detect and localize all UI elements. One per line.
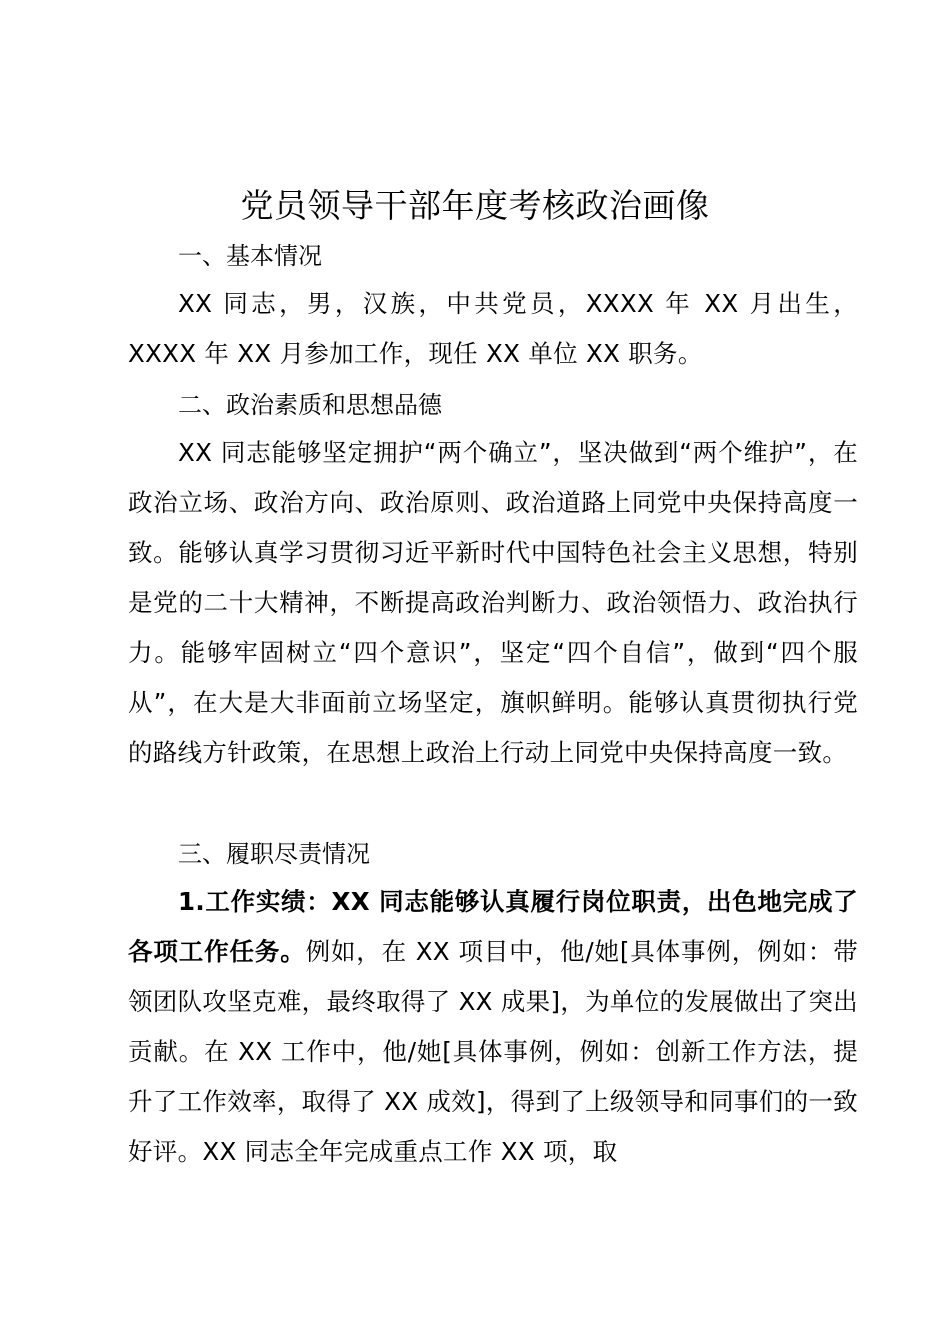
basic-info-paragraph: XX 同志，男，汉族，中共党员，XXXX 年 XX 月出生，XXXX 年 XX 月参加工作，现任 XX 单位 XX 职务。: [128, 289, 858, 368]
work-achievement-paragraph: [128, 877, 858, 1177]
document-title: 党员领导干部年度考核政治画像: [240, 186, 710, 225]
work-achievement-lead: 1.工作实绩：XX 同志能够认真履行岗位职责，出色地完成了各项工作任务。: [128, 887, 858, 966]
section-heading-basic-info: 一、基本情况: [178, 242, 322, 270]
work-achievement-text: 例如，在 XX 项目中，他/她[具体事例，例如：带领团队攻坚克难，最终取得了 XX 成果]，为单位的发展做出了突出贡献。在 XX 工作中，他/她[具体事例，例如：创新工作方法，提升了工作效率，取得了 XX 成效]，得到了上级领导和同事们的一致好评。XX 同志全年完成重点工作 XX 项，取: [128, 937, 858, 1166]
political-quality-paragraph: XX 同志能够坚定拥护“两个确立”，坚决做到“两个维护”，在政治立场、政治方向、政治原则、政治道路上同党中央保持高度一致。能够认真学习贯彻习近平新时代中国特色社会主义思想，特别是党的二十大精神，不断提高政治判断力、政治领悟力、政治执行力。能够牢固树立“四个意识”，坚定“四个自信”，做到“四个服从”，在大是大非面前立场坚定，旗帜鲜明。能够认真贯彻执行党的路线方针政策，在思想上政治上行动上同党中央保持高度一致。: [128, 438, 858, 767]
section-heading-political-quality: 二、政治素质和思想品德: [178, 391, 442, 419]
section-heading-duty-performance: 三、履职尽责情况: [178, 840, 370, 868]
